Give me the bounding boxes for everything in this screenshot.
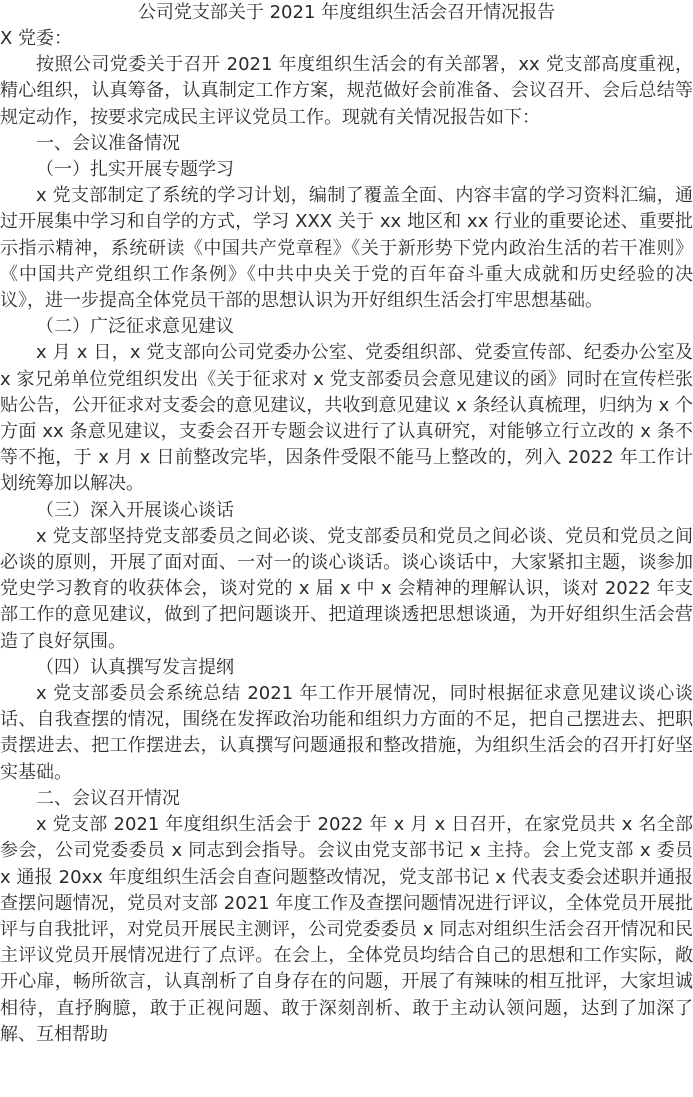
document-title: 公司党支部关于 2021 年度组织生活会召开情况报告 bbox=[137, 2, 556, 23]
section-heading-preparation: 一、会议准备情况 bbox=[36, 132, 180, 154]
intro-paragraph: 按照公司党委关于召开 2021 年度组织生活会的有关部署，xx 党支部高度重视，精心组织，认真筹备，认真制定工作方案，规范做好会前准备、会议召开、会后总结等规定动作，按要求完成民主评议党员工作。现就有关情况报告如下： bbox=[0, 54, 693, 128]
study-paragraph: x 党支部制定了系统的学习计划，编制了覆盖全面、内容丰富的学习资料汇编，通过开展集中学习和自学的方式，学习 XXX 关于 xx 地区和 xx 行业的重要论述、重要批示指示精神，系统研读《中国共产党章程》《关于新形势下党内政治生活的若干准则》《中国共产党组织工作条例》《中共中央关于党的百年奋斗重大成就和历史经验的决议》，进一步提高全体党员干部的思想认识为开好组织生活会打牢思想基础。 bbox=[0, 185, 693, 312]
subsection-heading-outline: （四）认真撰写发言提纲 bbox=[36, 656, 234, 678]
outline-paragraph: x 党支部委员会系统总结 2021 年工作开展情况，同时根据征求意见建议谈心谈话、自我查摆的情况，围绕在发挥政治功能和组织力方面的不足，把自己摆进去、把职责摆进去、把工作摆进去，认真撰写问题通报和整改措施，为组织生活会的召开打好坚实基础。 bbox=[0, 683, 693, 783]
talks-paragraph: x 党支部坚持党支部委员之间必谈、党支部委员和党员之间必谈、党员和党员之间必谈的原则，开展了面对面、一对一的谈心谈话。谈心谈话中，大家紧扣主题，谈参加党史学习教育的收获体会，谈对党的 x 届 x 中 x 会精神的理解认识，谈对 2022 年支部工作的意见建议，做到了把问题谈开、把道理谈透把思想谈通，为开好组织生活会营造了良好氛围。 bbox=[0, 525, 693, 652]
opinions-paragraph: x 月 x 日，x 党支部向公司党委办公室、党委组织部、党委宣传部、纪委办公室及 x 家兄弟单位党组织发出《关于征求对 x 党支部委员会意见建议的函》同时在宣传栏张贴公告，公开征求对支委会的意见建议，共收到意见建议 x 条经认真梳理，归纳为 x 个方面 xx 条意见建议，支委会召开专题会议进行了认真研究，对能够立行立改的 x 条不等不拖，于 x 月 x 日前整改完毕，因条件受限不能马上整改的，列入 2022 年工作计划统筹加以解决。 bbox=[0, 342, 693, 495]
subsection-heading-study: （一）扎实开展专题学习 bbox=[36, 159, 234, 181]
meeting-paragraph: x 党支部 2021 年度组织生活会于 2022 年 x 月 x 日召开，在家党员共 x 名全部参会，公司党委委员 x 同志到会指导。会议由党支部书记 x 主持。会上党支部 x 委员 x 通报 20xx 年度组织生活会自查问题整改情况，党支部书记 x 代表支委会述职并通报查摆问题情况，党员对支部 2021 年度工作及查摆问题情况进行评议，全体党员开展批评与自我批评，对党员开展民主测评，公司党委委员 x 同志对组织生活会召开情况和民主评议党员开展情况进行了点评。在会上，全体党员均结合自己的思想和工作实际，敞开心扉，畅所欲言，认真剖析了自身存在的问题，开展了有辣味的相互批评，大家坦诚相待，直抒胸臆，敢于正视问题、敢于深刻剖析、敢于主动认领问题，达到了加深了解、互相帮助 bbox=[0, 814, 693, 1045]
section-heading-meeting: 二、会议召开情况 bbox=[36, 787, 180, 809]
subsection-heading-talks: （三）深入开展谈心谈话 bbox=[36, 499, 234, 521]
subsection-heading-opinions: （二）广泛征求意见建议 bbox=[36, 316, 234, 338]
salutation: X 党委： bbox=[0, 28, 73, 49]
